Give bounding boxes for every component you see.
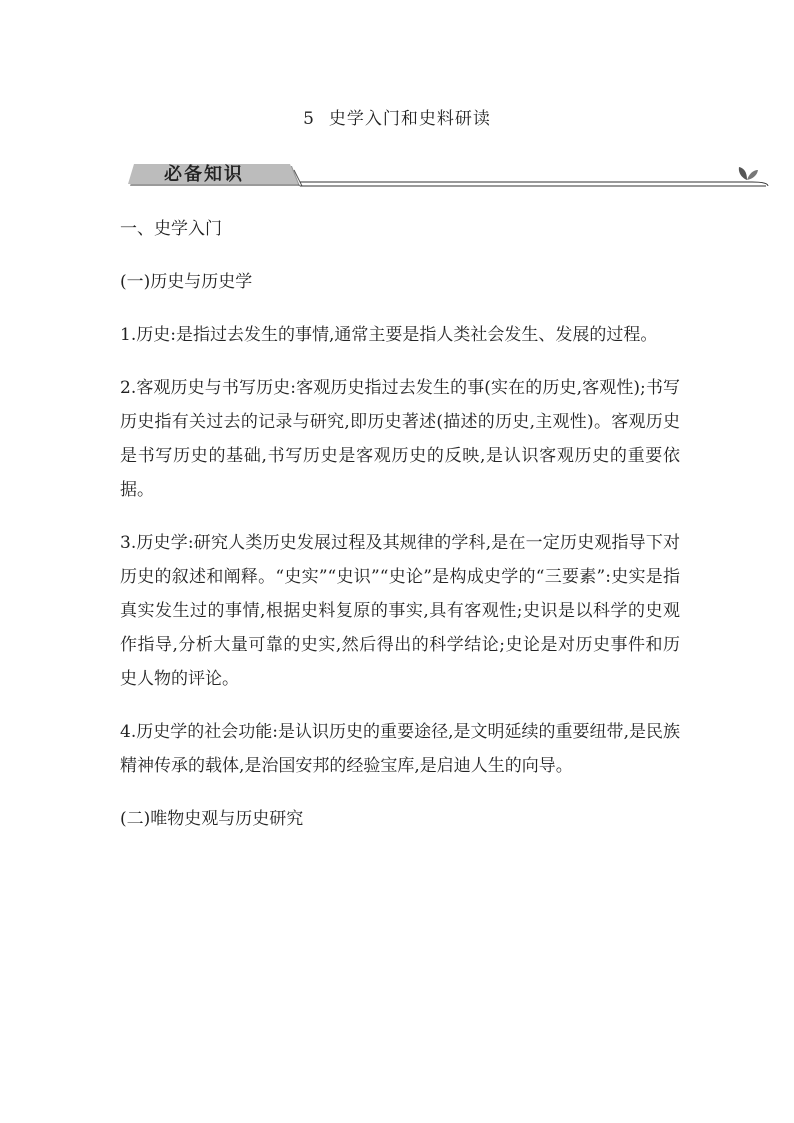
paragraph-3: 3.历史学:研究人类历史发展过程及其规律的学科,是在一定历史观指导下对历史的叙述和阐释。“史实”“史识”“史论”是构成史学的“三要素”:史实是指真实发生过的事情,根据史料复原的事实,具有客观性;史识是以科学的史观作指导,分析大量可靠的史实,然后得出的科学结论;史论是对历史事件和历史人物的评论。 <box>120 533 680 689</box>
paragraph-4: 4.历史学的社会功能:是认识历史的重要途径,是文明延续的重要纽带,是民族精神传承的载体,是治国安邦的经验宝库,是启迪人生的向导。 <box>120 722 680 776</box>
document-body <box>120 212 680 836</box>
heading-history-intro: 一、史学入门 <box>120 219 222 239</box>
paragraph-1: 1.历史:是指过去发生的事情,通常主要是指人类社会发生、发展的过程。 <box>120 325 658 345</box>
banner-label: 必备知识 <box>164 164 244 185</box>
subheading-materialism: (二)唯物史观与历史研究 <box>120 809 304 829</box>
lesson-number: 5 <box>303 109 315 129</box>
paragraph-2: 2.客观历史与书写历史:客观历史指过去发生的事(实在的历史,客观性);书写历史指有关过去的记录与研究,即历史著述(描述的历史,主观性)。客观历史是书写历史的基础,书写历史是客观历史的反映,是认识客观历史的重要依据。 <box>120 378 680 500</box>
leaf-icon <box>734 164 760 182</box>
subheading-history-and-historiography: (一)历史与历史学 <box>120 272 253 292</box>
page-title <box>0 104 794 129</box>
section-banner <box>122 158 774 190</box>
lesson-title: 史学入门和史料研读 <box>328 109 491 129</box>
